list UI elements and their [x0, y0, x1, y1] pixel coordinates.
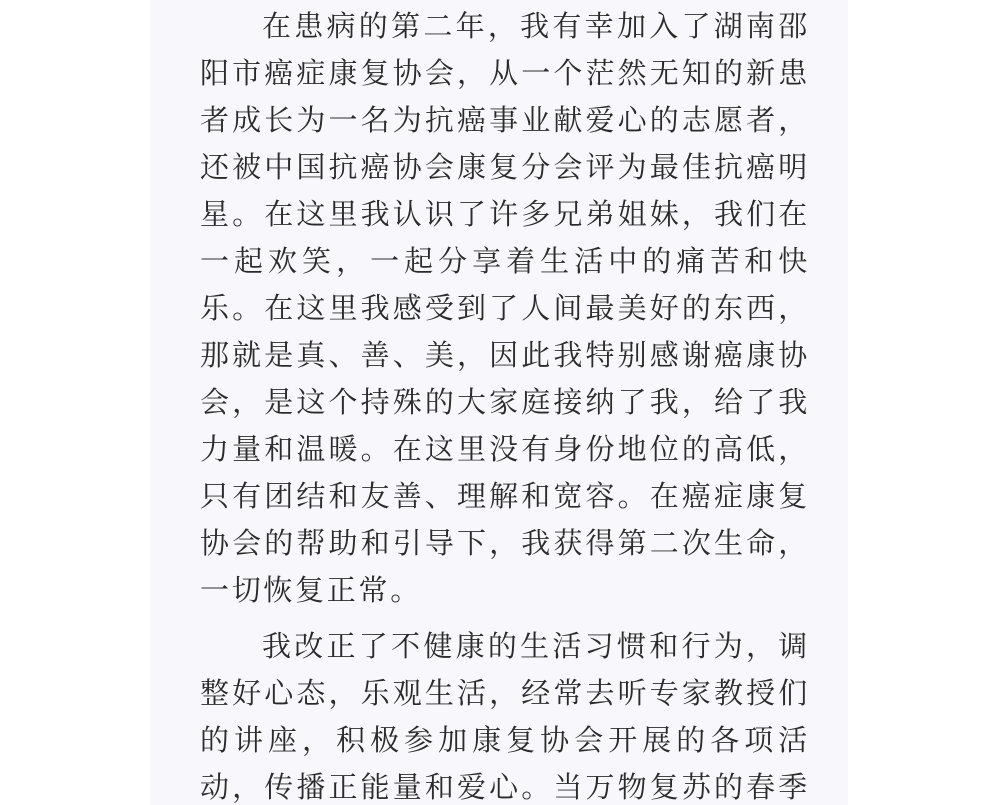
text-line: 的讲座，积极参加康复协会开展的各项活	[200, 723, 810, 757]
text-line: 一切恢复正常。	[200, 573, 422, 607]
text-line: 乐。在这里我感受到了人间最美好的东西，	[200, 291, 810, 325]
article-body	[200, 3, 810, 805]
text-line: 还被中国抗癌协会康复分会评为最佳抗癌明	[200, 150, 810, 184]
text-line: 只有团结和友善、理解和宽容。在癌症康复	[200, 479, 810, 513]
text-line: 那就是真、善、美，因此我特别感谢癌康协	[200, 338, 810, 372]
paragraph-spacer	[200, 614, 810, 623]
document-page	[150, 0, 848, 805]
text-line: 我改正了不健康的生活习惯和行为，调	[262, 629, 810, 663]
text-line: 一起欢笑，一起分享着生活中的痛苦和快	[200, 244, 810, 278]
paragraph	[200, 623, 810, 805]
text-line: 会，是这个持殊的大家庭接纳了我，给了我	[200, 385, 810, 419]
text-line: 在患病的第二年，我有幸加入了湖南邵	[262, 9, 810, 43]
text-line: 动，传播正能量和爱心。当万物复苏的春季	[200, 770, 810, 804]
text-line: 协会的帮助和引导下，我获得第二次生命，	[200, 526, 810, 560]
text-line: 阳市癌症康复协会，从一个茫然无知的新患	[200, 56, 810, 90]
paragraph	[200, 3, 810, 614]
text-line: 星。在这里我认识了许多兄弟姐妹，我们在	[200, 197, 810, 231]
text-line: 整好心态，乐观生活，经常去听专家教授们	[200, 676, 810, 710]
text-line: 者成长为一名为抗癌事业献爱心的志愿者，	[200, 103, 810, 137]
text-line: 力量和温暖。在这里没有身份地位的高低，	[200, 432, 810, 466]
